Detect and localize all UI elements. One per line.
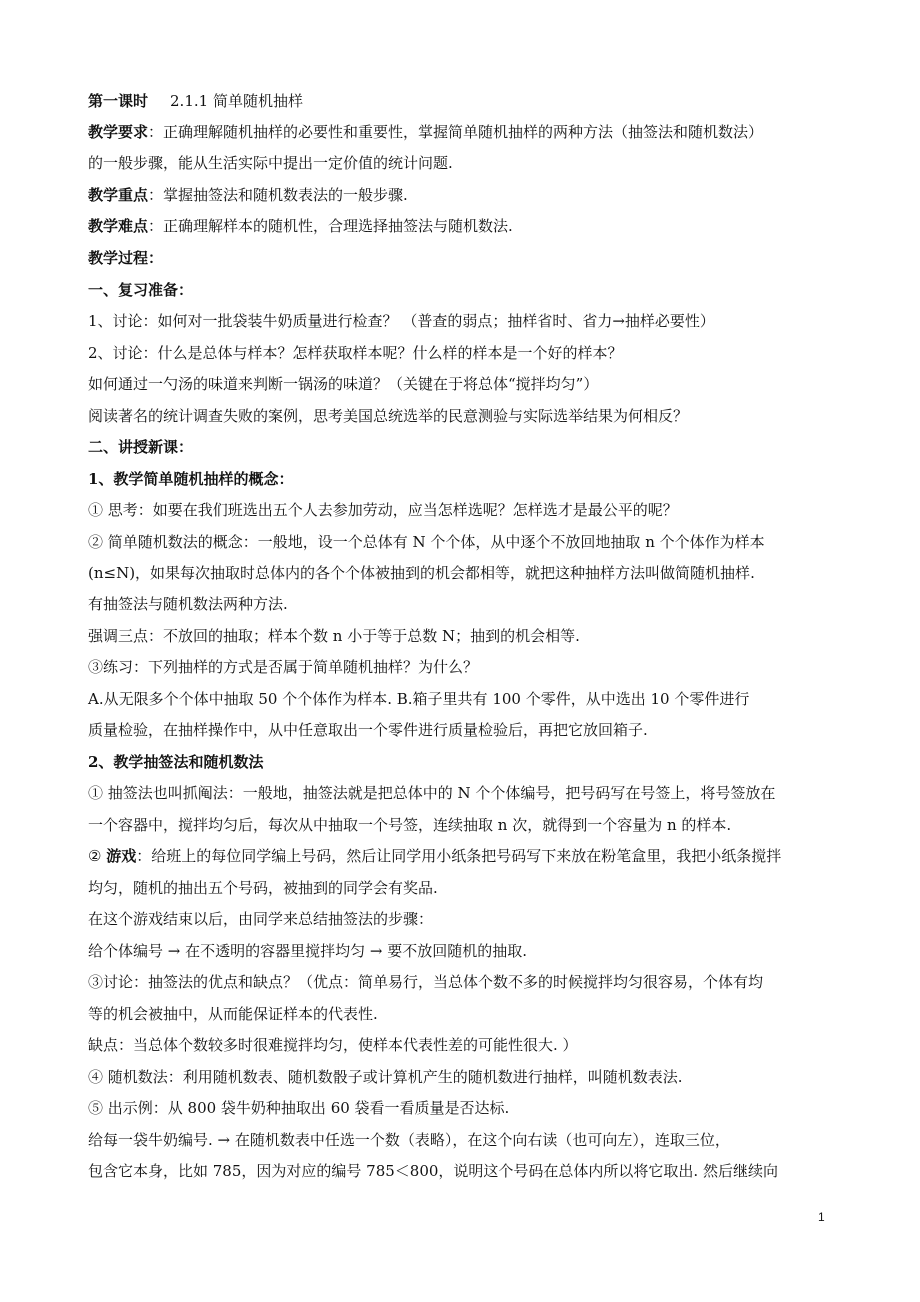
teaching-focus [88, 185, 408, 205]
paragraph-line: 阅读著名的统计调查失败的案例，思考美国总统选举的民意测验与实际选举结果为何相反？ [88, 407, 689, 425]
difficulty-label: 教学难点 [88, 217, 149, 235]
paragraph-line: 均匀，随机的抽出五个号码，被抽到的同学会有奖品. [88, 879, 438, 897]
paragraph-line: 的一般步骤，能从生活实际中提出一定价值的统计问题. [88, 154, 453, 172]
paragraph-line: 强调三点：不放回的抽取；样本个数 n 小于等于总数 N；抽到的机会相等. [88, 627, 580, 645]
paragraph-line: ① 思考：如要在我们班选出五个人去参加劳动，应当怎样选呢？怎样选才是最公平的呢？ [88, 501, 678, 519]
paragraph-line: ② 简单随机数法的概念：一般地，设一个总体有 N 个个体，从中逐个不放回地抽取 n 个个体作为样本 [88, 533, 765, 551]
focus-label: 教学重点 [88, 186, 149, 204]
paragraph-line: ⑤ 出示例：从 800 袋牛奶种抽取出 60 袋看一看质量是否达标. [88, 1099, 510, 1117]
lesson-label: 第一课时 [88, 92, 149, 110]
paragraph-line: A.从无限多个个体中抽取 50 个个体作为样本. B.箱子里共有 100 个零件，从中选出 10 个零件进行 [88, 690, 750, 708]
paragraph-line: 等的机会被抽中，从而能保证样本的代表性. [88, 1005, 378, 1023]
paragraph-line: ③讨论：抽签法的优点和缺点？（优点：简单易行，当总体个数不多的时候搅拌均匀很容易，个体有均 [88, 973, 764, 991]
requirements-label: 教学要求 [88, 123, 149, 141]
page-number: 1 [818, 1210, 825, 1224]
difficulty-text: ：正确理解样本的随机性，合理选择抽签法与随机数法. [148, 217, 513, 235]
teaching-difficulty [88, 216, 513, 236]
paragraph-line: 缺点：当总体个数较多时很难搅拌均匀，使样本代表性差的可能性很大. ） [88, 1036, 578, 1054]
game-paragraph [88, 846, 781, 866]
paragraph-line: ③练习：下列抽样的方式是否属于简单随机抽样？为什么？ [88, 658, 479, 676]
paragraph-line: 有抽签法与随机数法两种方法. [88, 595, 288, 613]
paragraph-line: 1、讨论：如何对一批袋装牛奶质量进行检查？ （普查的弱点；抽样省时、省力→抽样必要性） [88, 312, 715, 330]
paragraph-line: 如何通过一勺汤的味道来判断一锅汤的味道？（关键在于将总体“搅拌均匀”） [88, 375, 599, 393]
paragraph-line: 一个容器中，搅拌均匀后，每次从中抽取一个号签，连续抽取 n 次，就得到一个容量为 n 的样本. [88, 816, 732, 834]
paragraph-line: 给个体编号 → 在不透明的容器里搅拌均匀 → 要不放回随机的抽取. [88, 942, 527, 960]
paragraph-line: 质量检验，在抽样操作中，从中任意取出一个零件进行质量检验后，再把它放回箱子. [88, 721, 648, 739]
subsection-heading: 2、教学抽签法和随机数法 [88, 753, 264, 771]
focus-text: ：掌握抽签法和随机数表法的一般步骤. [148, 186, 408, 204]
paragraph-line: ④ 随机数法：利用随机数表、随机数骰子或计算机产生的随机数进行抽样，叫随机数表法. [88, 1068, 683, 1086]
paragraph-line: (n≤N)，如果每次抽取时总体内的各个个体被抽到的机会都相等，就把这种抽样方法叫做简随机抽样. [88, 564, 755, 582]
paragraph-line: 2、讨论：什么是总体与样本？怎样获取样本呢？什么样的样本是一个好的样本？ [88, 344, 623, 362]
requirements-text: ：正确理解随机抽样的必要性和重要性，掌握简单随机抽样的两种方法（抽签法和随机数法） [148, 123, 764, 141]
section-heading: 教学过程： [88, 249, 164, 267]
game-label: 游戏 [106, 847, 137, 865]
subsection-heading: 1、教学简单随机抽样的概念： [88, 470, 294, 488]
section-heading: 二、讲授新课： [88, 438, 194, 456]
paragraph-line: 包含它本身，比如 785，因为对应的编号 785＜800，说明这个号码在总体内所以将它取出. 然后继续向 [88, 1162, 778, 1180]
lesson-title [88, 91, 303, 111]
section-heading: 一、复习准备： [88, 281, 194, 299]
game-text: ：给班上的每位同学编上号码，然后让同学用小纸条把号码写下来放在粉笔盒里，我把小纸条搅拌 [136, 847, 782, 865]
paragraph-line: 在这个游戏结束以后，由同学来总结抽签法的步骤： [88, 910, 434, 928]
paragraph-line: ① 抽签法也叫抓阄法：一般地，抽签法就是把总体中的 N 个个体编号，把号码写在号签上，将号签放在 [88, 784, 776, 802]
paragraph-line: 给每一袋牛奶编号. → 在随机数表中任选一个数（表略），在这个向右读（也可向左），连取三位， [88, 1131, 730, 1149]
teaching-requirements [88, 122, 763, 142]
item-marker: ② [88, 847, 107, 865]
lesson-topic: 2.1.1 简单随机抽样 [170, 92, 303, 110]
